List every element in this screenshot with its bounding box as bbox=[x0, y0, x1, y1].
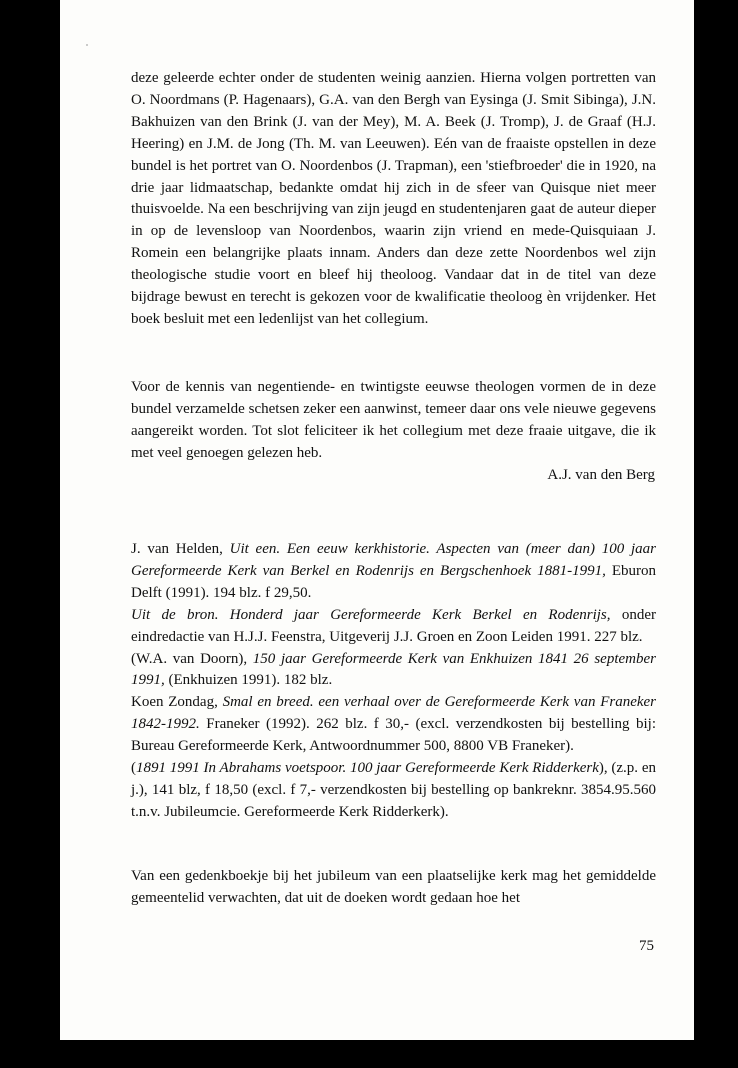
speck bbox=[86, 44, 88, 46]
reference-item: Uit de bron. Honderd jaar Gereformeerde Kerk Berkel en Rodenrijs, onder eindredactie van H.J.J. Feenstra, Uitgeverij J.J. Groen en Zoon Leiden 1991. 227 blz. bbox=[131, 606, 656, 645]
reference-item: (W.A. van Doorn), 150 jaar Gereformeerde Kerk van Enkhuizen 1841 26 september 1991, (Enkhuizen 1991). 182 blz. bbox=[131, 650, 656, 689]
reference-item: (1891 1991 In Abrahams voetspoor. 100 jaar Gereformeerde Kerk Ridderkerk), (z.p. en j.), 141 blz, f 18,50 (excl. f 7,- verzendkosten bij bestelling op bankreknr. 3854.95.560 t.n.v. Jubileumcie. Gereformeerde Kerk Ridderkerk). bbox=[131, 760, 656, 820]
review-signature: A.J. van den Berg bbox=[547, 467, 655, 483]
page-number: 75 bbox=[639, 938, 654, 954]
reference-item: J. van Helden, Uit een. Een eeuw kerkhistorie. Aspecten van (meer dan) 100 jaar Gereformeerde Kerk van Berkel en Rodenrijs en Bergschenhoek 1881-1991, Eburon Delft (1991). 194 blz. f 29,50. bbox=[131, 541, 657, 601]
paragraph-3 bbox=[131, 866, 656, 910]
paragraph-text: Voor de kennis van negentiende- en twintigste eeuwse theologen vormen de in deze bundel verzamelde schetsen zeker een aanwinst, temeer daar ons vele nieuwe gegevens aangereikt worden. Tot slot feliciteer ik het collegium met deze fraaie uitgave, die ik met veel genoegen gelezen heb. bbox=[131, 379, 656, 461]
review-paragraph-1 bbox=[131, 68, 656, 331]
reference-list bbox=[131, 539, 656, 824]
paragraph-text: deze geleerde echter onder de studenten weinig aanzien. Hierna volgen portretten van O. Noordmans (P. Hagenaars), G.A. van den Bergh van Eysinga (J. Smit Sibinga), J.N. Bakhuizen van den Brink (J. van der Mey), M. A. Beek (J. Tromp), J. de Graaf (H.J. Heering) en J.M. de Jong (Th. M. van Leeuwen). Eén van de fraaiste opstellen in deze bundel is het portret van O. Noordenbos (J. Trapman), een 'stiefbroeder' die in 1920, na drie jaar lidmaatschap, bedankte omdat hij zich in de sfeer van Quisque niet meer thuisvoelde. Na een beschrijving van zijn jeugd en studentenjaren gaat de auteur dieper in op de levensloop van Noordenbos, waarin zijn vriend en mede-Quisquiaan J. Romein een belangrijke plaats innam. Anders dan deze zette Noordenbos wel zijn theologische studie voort en bleef hij theoloog. Vandaar dat in de titel van deze bijdrage bewust en terecht is gekozen voor de kwalificatie theoloog èn vrijdenker. Het boek besluit met een ledenlijst van het collegium. bbox=[131, 70, 656, 327]
reference-item: Koen Zondag, Smal en breed. een verhaal over de Gereformeerde Kerk van Franeker 1842-1992. Franeker (1992). 262 blz. f 30,- (excl. verzendkosten bij bestelling bij: Bureau Gereformeerde Kerk, Antwoordnummer 500, 8800 VB Franeker). bbox=[131, 694, 657, 755]
paragraph-text: Van een gedenkboekje bij het jubileum van een plaatselijke kerk mag het gemiddelde gemeentelid verwachten, dat uit de doeken wordt gedaan hoe het bbox=[131, 868, 656, 906]
review-paragraph-2 bbox=[131, 377, 656, 465]
page bbox=[60, 0, 694, 1040]
